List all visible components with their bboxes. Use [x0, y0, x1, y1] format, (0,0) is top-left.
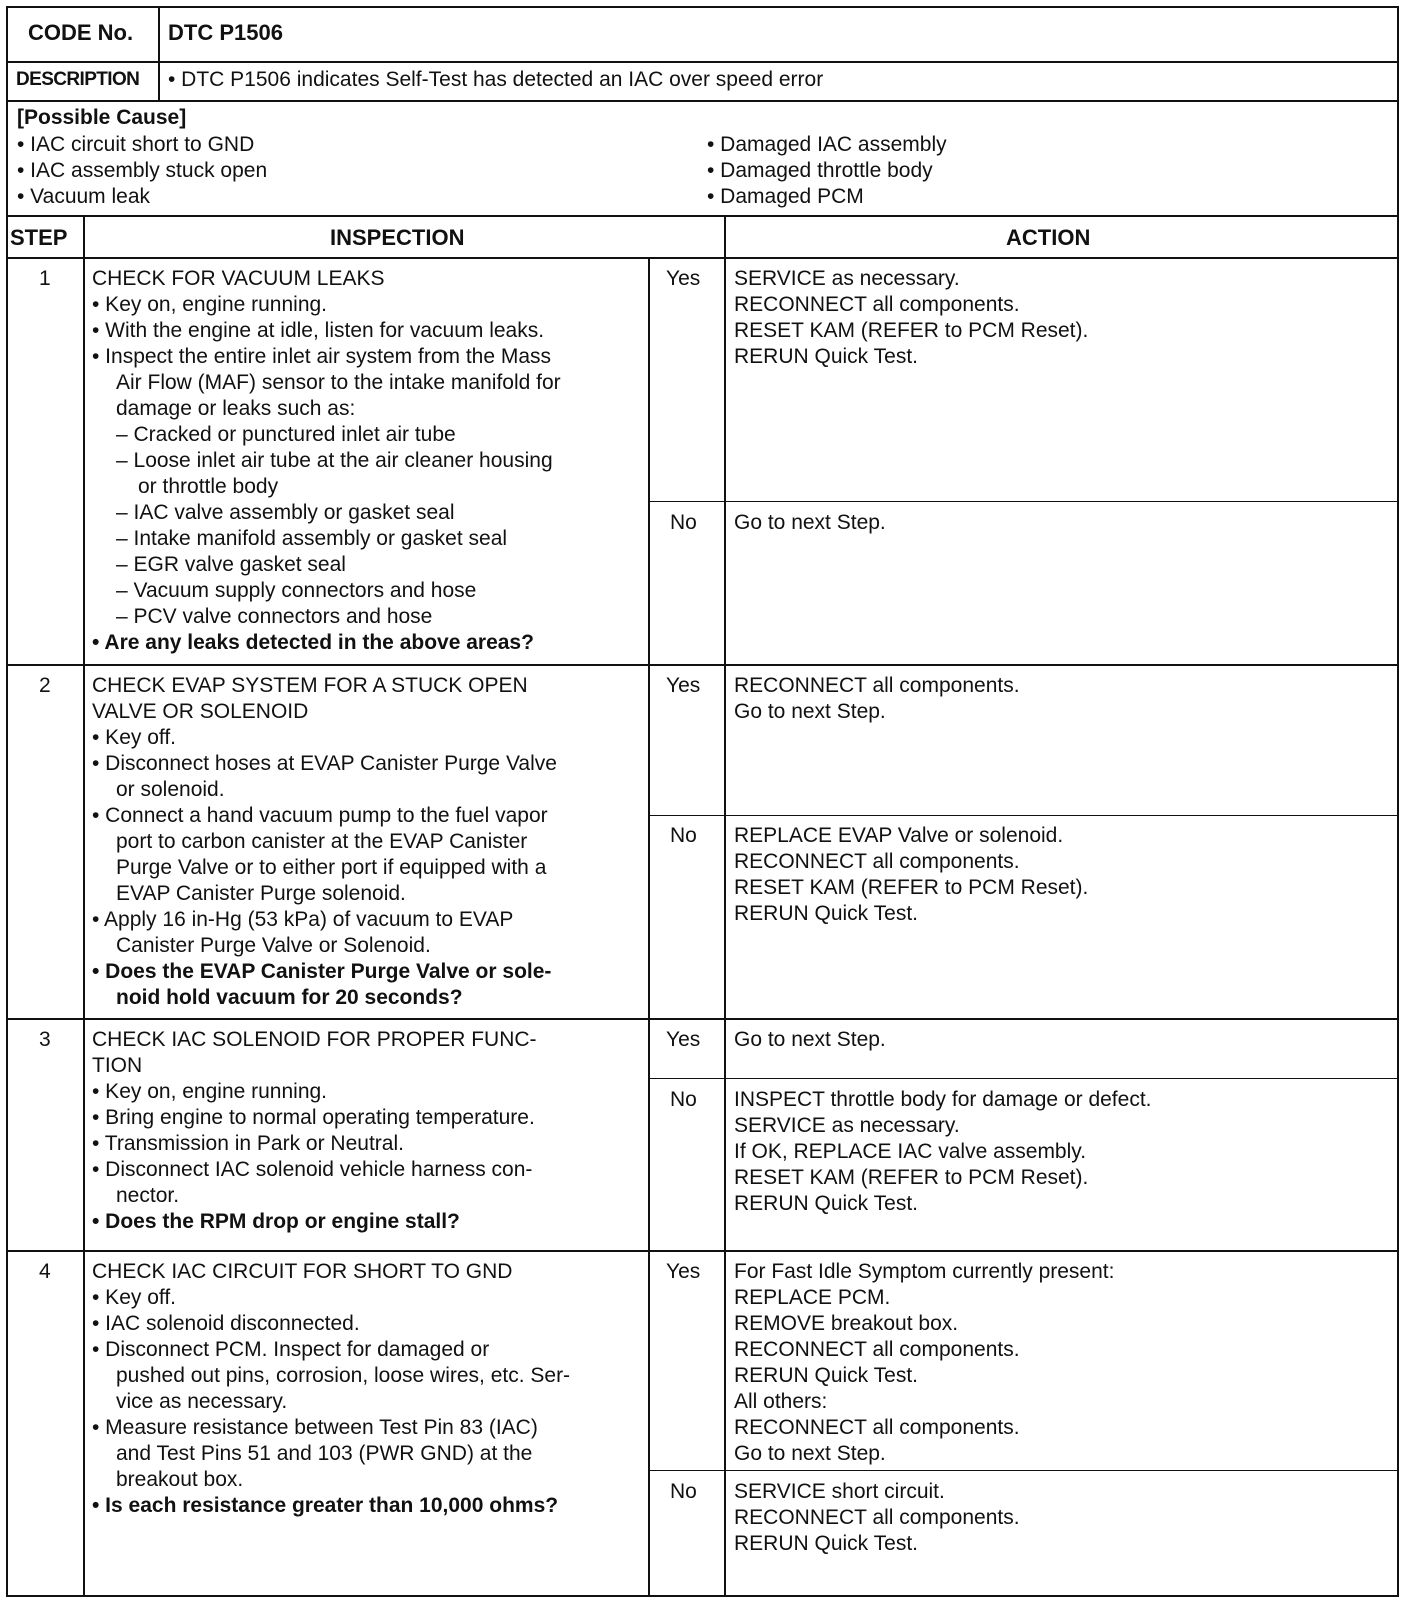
row-divider	[6, 257, 1399, 259]
step-column-divider	[83, 216, 85, 1597]
inspection-line: vice as necessary.	[116, 1390, 288, 1413]
description-text: • DTC P1506 indicates Self-Test has detected an IAC over speed error	[168, 68, 824, 91]
cause-item: • IAC assembly stuck open	[17, 159, 268, 182]
action-line: RERUN Quick Test.	[734, 1532, 918, 1555]
inspection-question: • Does the EVAP Canister Purge Valve or sole-	[92, 960, 552, 983]
inspection-line: – EGR valve gasket seal	[116, 553, 346, 576]
possible-cause-title: [Possible Cause]	[17, 106, 187, 129]
action-line: RESET KAM (REFER to PCM Reset).	[734, 319, 1089, 342]
no-label: No	[670, 1088, 697, 1111]
action-line: Go to next Step.	[734, 1028, 886, 1051]
inspection-line: • Bring engine to normal operating temperature.	[92, 1106, 535, 1129]
step-3-no-action	[734, 1087, 1152, 1217]
inspection-line: CHECK FOR VACUUM LEAKS	[92, 267, 385, 290]
inspection-line: • Key on, engine running.	[92, 1080, 328, 1103]
inspection-question: noid hold vacuum for 20 seconds?	[116, 986, 463, 1009]
inspection-line: – IAC valve assembly or gasket seal	[116, 501, 455, 524]
yes-label: Yes	[666, 1260, 701, 1283]
step-2-no-action	[734, 823, 1088, 927]
inspection-line: Canister Purge Valve or Solenoid.	[116, 934, 431, 957]
description-label: DESCRIPTION	[16, 69, 140, 90]
inspection-line: • With the engine at idle, listen for vacuum leaks.	[92, 319, 545, 342]
action-header: ACTION	[1006, 225, 1091, 250]
code-label: CODE No.	[28, 20, 134, 45]
step-3-yes-action	[734, 1027, 886, 1053]
step-2-inspection	[92, 673, 557, 1011]
inspection-line: EVAP Canister Purge solenoid.	[116, 882, 406, 905]
inspection-line: • Inspect the entire inlet air system from the Mass	[92, 345, 552, 368]
inspection-line: • Transmission in Park or Neutral.	[92, 1132, 404, 1155]
action-line: RESET KAM (REFER to PCM Reset).	[734, 876, 1089, 899]
action-line: REPLACE EVAP Valve or solenoid.	[734, 824, 1064, 847]
step-1-no-action	[734, 510, 886, 536]
inspection-line: pushed out pins, corrosion, loose wires, etc. Ser-	[116, 1364, 571, 1387]
code-value: DTC P1506	[168, 20, 283, 45]
inspection-line: VALVE OR SOLENOID	[92, 700, 309, 723]
inspection-line: – Vacuum supply connectors and hose	[116, 579, 477, 602]
action-line: RECONNECT all components.	[734, 293, 1020, 316]
yes-no-row-divider	[649, 815, 1399, 816]
step-number: 1	[39, 267, 51, 290]
inspection-question: • Is each resistance greater than 10,000 ohms?	[92, 1494, 559, 1517]
action-line: RERUN Quick Test.	[734, 345, 918, 368]
action-line: INSPECT throttle body for damage or defect.	[734, 1088, 1152, 1111]
inspection-line: – Intake manifold assembly or gasket seal	[116, 527, 508, 550]
inspection-line: CHECK IAC SOLENOID FOR PROPER FUNC-	[92, 1028, 537, 1051]
action-line: RECONNECT all components.	[734, 674, 1020, 697]
step-number: 3	[39, 1028, 51, 1051]
inspection-line: • Key on, engine running.	[92, 293, 328, 316]
inspection-line: • Disconnect PCM. Inspect for damaged or	[92, 1338, 490, 1361]
step-1-inspection	[92, 266, 561, 656]
no-label: No	[670, 511, 697, 534]
row-divider	[6, 61, 1399, 63]
yes-no-row-divider	[649, 501, 1399, 502]
inspection-line: • Apply 16 in-Hg (53 kPa) of vacuum to EVAP	[92, 908, 514, 931]
inspection-line: TION	[92, 1054, 143, 1077]
action-column-divider	[724, 216, 726, 1597]
action-line: Go to next Step.	[734, 511, 886, 534]
yes-label: Yes	[666, 267, 701, 290]
yes-no-divider	[648, 665, 650, 1018]
action-line: RECONNECT all components.	[734, 1506, 1020, 1529]
no-label: No	[670, 824, 697, 847]
action-line: RECONNECT all components.	[734, 850, 1020, 873]
inspection-question: • Are any leaks detected in the above areas?	[92, 631, 534, 654]
yes-no-divider	[648, 1019, 650, 1250]
inspection-line: CHECK EVAP SYSTEM FOR A STUCK OPEN	[92, 674, 528, 697]
step-4-no-action	[734, 1479, 1020, 1557]
inspection-line: • IAC solenoid disconnected.	[92, 1312, 360, 1335]
inspection-line: • Disconnect hoses at EVAP Canister Purge Valve	[92, 752, 557, 775]
action-line: SERVICE as necessary.	[734, 267, 960, 290]
step-number: 2	[39, 674, 51, 697]
inspection-line: Purge Valve or to either port if equipped with a	[116, 856, 547, 879]
action-line: SERVICE short circuit.	[734, 1480, 945, 1503]
row-divider	[6, 1018, 1399, 1020]
inspection-line: or throttle body	[138, 475, 279, 498]
action-line: RERUN Quick Test.	[734, 902, 918, 925]
inspection-line: • Measure resistance between Test Pin 83 (IAC)	[92, 1416, 538, 1439]
row-divider	[6, 100, 1399, 102]
inspection-line: Air Flow (MAF) sensor to the intake manifold for	[116, 371, 561, 394]
inspection-line: or solenoid.	[116, 778, 225, 801]
inspection-line: – Loose inlet air tube at the air cleaner housing	[116, 449, 553, 472]
cause-item: • Damaged throttle body	[707, 159, 933, 182]
action-line: All others:	[734, 1390, 828, 1413]
inspection-line: damage or leaks such as:	[116, 397, 356, 420]
yes-no-divider	[648, 258, 650, 664]
inspection-line: – PCV valve connectors and hose	[116, 605, 433, 628]
action-line: RESET KAM (REFER to PCM Reset).	[734, 1166, 1089, 1189]
action-line: REPLACE PCM.	[734, 1286, 891, 1309]
cause-item: • Vacuum leak	[17, 185, 151, 208]
inspection-line: CHECK IAC CIRCUIT FOR SHORT TO GND	[92, 1260, 513, 1283]
cause-item: • Damaged IAC assembly	[707, 133, 947, 156]
yes-label: Yes	[666, 1028, 701, 1051]
inspection-question: • Does the RPM drop or engine stall?	[92, 1210, 460, 1233]
yes-no-divider	[648, 1251, 650, 1597]
action-line: Go to next Step.	[734, 700, 886, 723]
inspection-line: • Connect a hand vacuum pump to the fuel vapor	[92, 804, 548, 827]
inspection-line: – Cracked or punctured inlet air tube	[116, 423, 456, 446]
action-line: If OK, REPLACE IAC valve assembly.	[734, 1140, 1087, 1163]
inspection-line: • Disconnect IAC solenoid vehicle harness con-	[92, 1158, 533, 1181]
cause-item: • Damaged PCM	[707, 185, 864, 208]
inspection-line: port to carbon canister at the EVAP Canister	[116, 830, 528, 853]
action-line: RERUN Quick Test.	[734, 1192, 918, 1215]
dtc-table	[6, 6, 1399, 1597]
yes-no-row-divider	[649, 1078, 1399, 1079]
action-line: RECONNECT all components.	[734, 1416, 1020, 1439]
cause-item: • IAC circuit short to GND	[17, 133, 255, 156]
row-divider	[6, 664, 1399, 666]
step-4-inspection	[92, 1259, 570, 1519]
inspection-line: • Key off.	[92, 726, 177, 749]
possible-cause-right	[707, 132, 947, 210]
no-label: No	[670, 1480, 697, 1503]
action-line: For Fast Idle Symptom currently present:	[734, 1260, 1115, 1283]
step-header: STEP	[10, 225, 68, 250]
inspection-header: INSPECTION	[330, 225, 465, 250]
action-line: Go to next Step.	[734, 1442, 886, 1465]
step-3-inspection	[92, 1027, 537, 1235]
action-line: RECONNECT all components.	[734, 1338, 1020, 1361]
step-4-yes-action	[734, 1259, 1114, 1467]
yes-no-row-divider	[649, 1470, 1399, 1471]
row-divider	[6, 215, 1399, 217]
inspection-line: breakout box.	[116, 1468, 244, 1491]
possible-cause-left	[17, 132, 267, 210]
action-line: REMOVE breakout box.	[734, 1312, 959, 1335]
step-number: 4	[39, 1260, 51, 1283]
code-divider	[158, 6, 160, 61]
action-line: SERVICE as necessary.	[734, 1114, 960, 1137]
step-1-yes-action	[734, 266, 1088, 370]
step-2-yes-action	[734, 673, 1020, 725]
yes-label: Yes	[666, 674, 701, 697]
inspection-line: • Key off.	[92, 1286, 177, 1309]
action-line: RERUN Quick Test.	[734, 1364, 918, 1387]
row-divider	[6, 1250, 1399, 1252]
description-divider	[158, 62, 160, 100]
inspection-line: and Test Pins 51 and 103 (PWR GND) at the	[116, 1442, 533, 1465]
inspection-line: nector.	[116, 1184, 180, 1207]
